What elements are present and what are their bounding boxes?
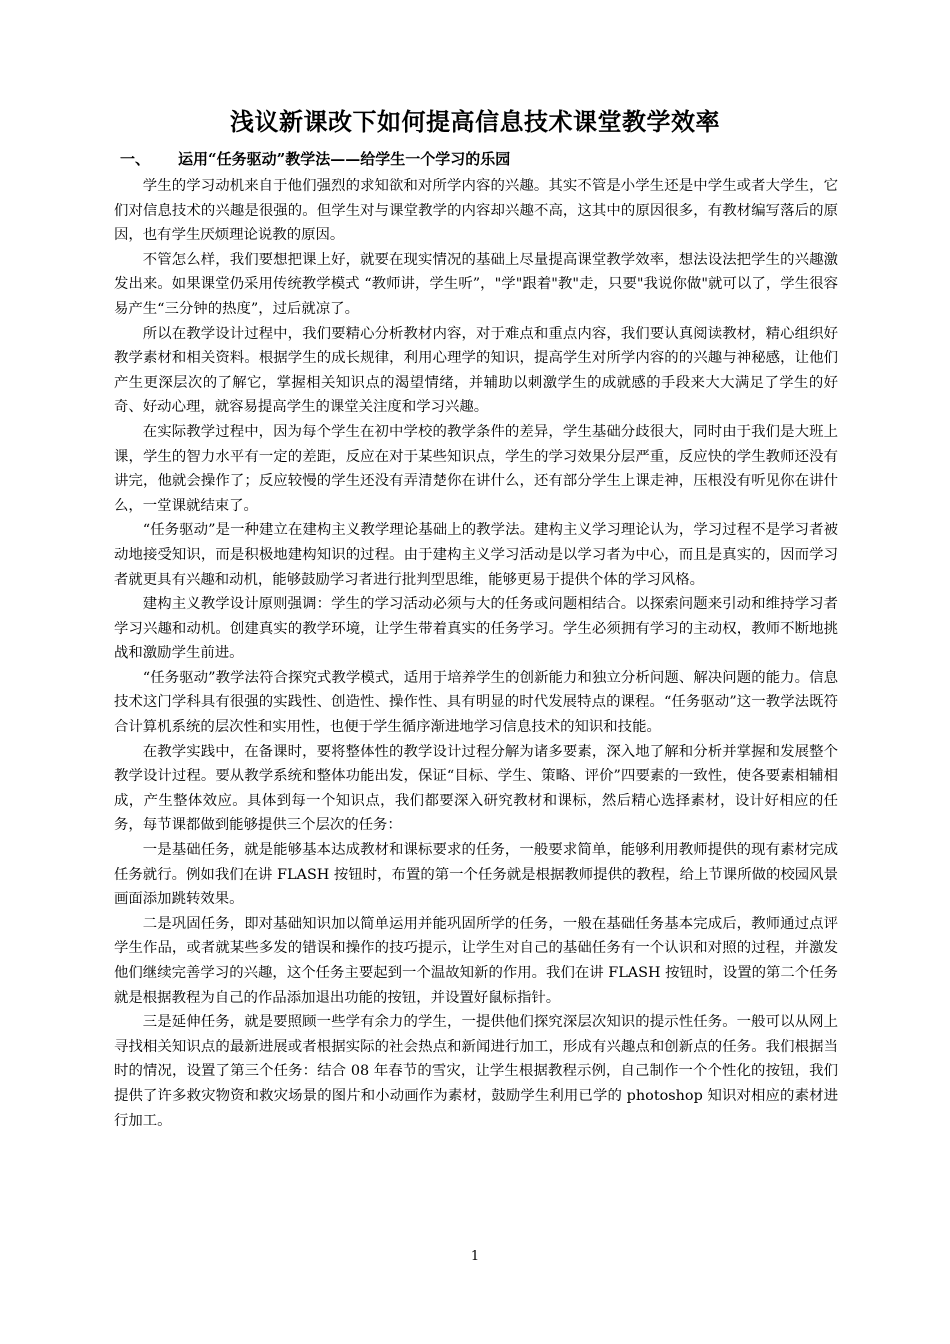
paragraph: 在实际教学过程中，因为每个学生在初中学校的教学条件的差异，学生基础分歧很大，同时由于我们是大班上课，学生的智力水平有一定的差距，反应在对于某些知识点，学生的学习效果分层严重，反应快的学生教师还没有讲完，他就会操作了；反应较慢的学生还没有弄清楚你在讲什么，还有部分学生上课走神，压根没有听见你在讲什么，一堂课就结束了。 — [114, 423, 838, 514]
section-heading-text: 运用“任务驱动”教学法——给学生一个学习的乐园 — [178, 150, 511, 168]
section-number: 一、 — [120, 150, 151, 168]
paragraph: 在教学实践中，在备课时，要将整体性的教学设计过程分解为诸多要素，深入地了解和分析并掌握和发展整个教学设计过程。要从教学系统和整体功能出发，保证“目标、学生、策略、评价”四要素的一致性，使各要素相辅相成，产生整体效应。具体到每一个知识点，我们都要深入研究教材和课标，然后精心选择素材，设计好相应的任务，每节课都做到能够提供三个层次的任务： — [114, 743, 838, 834]
section-heading — [120, 148, 840, 170]
page-number: 1 — [470, 1249, 480, 1264]
paragraph: 学生的学习动机来自于他们强烈的求知欲和对所学内容的兴趣。其实不管是小学生还是中学生或者大学生，它们对信息技术的兴趣是很强的。但学生对与课堂教学的内容却兴趣不高，这其中的原因很多，有教材编写落后的原因，也有学生厌烦理论说教的原因。 — [114, 178, 838, 244]
body-text — [114, 174, 838, 1133]
paragraph: 二是巩固任务，即对基础知识加以简单运用并能巩固所学的任务，一般在基础任务基本完成后，教师通过点评学生作品，或者就某些多发的错误和操作的技巧提示，让学生对自己的基础任务有一个认识和对照的过程，并激发他们继续完善学习的兴趣，这个任务主要起到一个温故知新的作用。我们在讲 FLASH 按钮时，设置的第二个任务就是根据教程为自己的作品添加退出功能的按钮，并设置好鼠标指针。 — [114, 915, 838, 1006]
paragraph: 所以在教学设计过程中，我们要精心分析教材内容，对于难点和重点内容，我们要认真阅读教材，精心组织好教学素材和相关资料。根据学生的成长规律，利用心理学的知识，提高学生对所学内容的的兴趣与神秘感，让他们产生更深层次的了解它，掌握相关知识点的渴望情绪，并辅助以刺激学生的成就感的手段来大大满足了学生的好奇、好动心理，就容易提高学生的课堂关注度和学习兴趣。 — [114, 325, 838, 416]
document-title: 浅议新课改下如何提高信息技术课堂教学效率 — [230, 107, 720, 136]
paragraph: “任务驱动”是一种建立在建构主义教学理论基础上的教学法。建构主义学习理论认为，学习过程不是学习者被动地接受知识，而是积极地建构知识的过程。由于建构主义学习活动是以学习者为中心，而且是真实的，因而学习者就更具有兴趣和动机，能够鼓励学习者进行批判型思维，能够更易于提供个体的学习风格。 — [114, 522, 838, 588]
paragraph: “任务驱动”教学法符合探究式教学模式，适用于培养学生的创新能力和独立分析问题、解决问题的能力。信息技术这门学科具有很强的实践性、创造性、操作性、具有明显的时代发展特点的课程。“任务驱动”这一教学法既符合计算机系统的层次性和实用性，也便于学生循序渐进地学习信息技术的知识和技能。 — [114, 669, 838, 736]
paragraph: 建构主义教学设计原则强调：学生的学习活动必须与大的任务或问题相结合。以探索问题来引动和维持学习者学习兴趣和动机。创建真实的教学环境，让学生带着真实的任务学习。学生必须拥有学习的主动权，教师不断地挑战和激励学生前进。 — [114, 596, 838, 662]
paragraph: 一是基础任务，就是能够基本达成教材和课标要求的任务，一般要求简单，能够利用教师提供的现有素材完成任务就行。例如我们在讲 FLASH 按钮时，布置的第一个任务就是根据教师提供的教程，给上节课所做的校园风景画面添加跳转效果。 — [114, 842, 838, 908]
paragraph: 三是延伸任务，就是要照顾一些学有余力的学生，一提供他们探究深层次知识的提示性任务。一般可以从网上寻找相关知识点的最新进展或者根据实际的社会热点和新闻进行加工，形成有兴趣点和创新点的任务。我们根据当时的情况，设置了第三个任务：结合 08 年春节的雪灾，让学生根据教程示例，自己制作一个个性化的按钮，我们提供了许多救灾物资和救灾场景的图片和小动画作为素材，鼓励学生利用已学的 photoshop 知识对相应的素材进行加工。 — [114, 1014, 838, 1129]
paragraph: 不管怎么样，我们要想把课上好，就要在现实情况的基础上尽量提高课堂教学效率，想法设法把学生的兴趣激发出来。如果课堂仍采用传统教学模式 “教师讲，学生听”，"学"跟着"教"走，只要"我说你做"就可以了，学生很容易产生“三分钟的热度”，过后就凉了。 — [114, 251, 838, 317]
